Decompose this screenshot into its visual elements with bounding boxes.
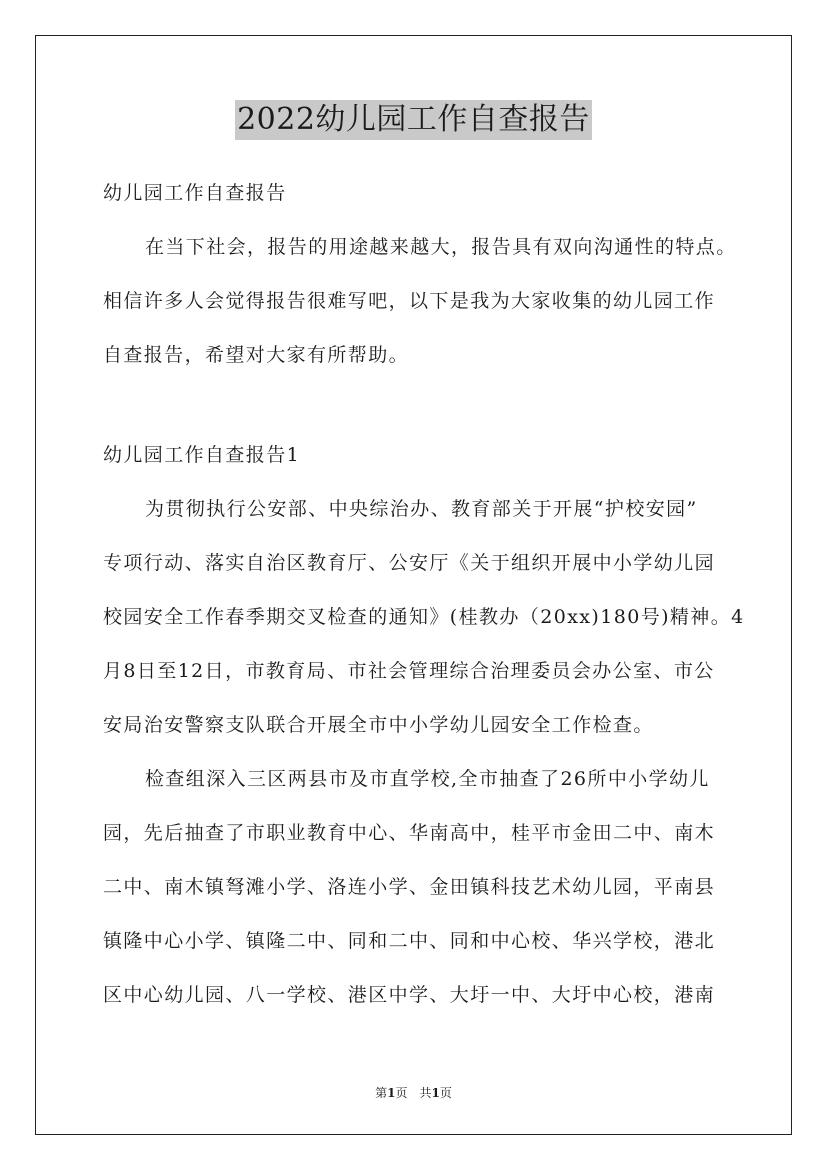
document-title: 2022幼儿园工作自查报告 xyxy=(235,100,592,140)
paragraph1-line: 月8日至12日，市教育局、市社会管理综合治理委员会办公室、市公 xyxy=(103,660,715,682)
title-wrapper xyxy=(0,100,827,140)
paragraph2-line: 检查组深入三区两县市及市直学校,全市抽查了26所中小学幼儿 xyxy=(145,768,710,790)
paragraph2-line: 镇隆中心小学、镇隆二中、同和二中、同和中心校、华兴学校，港北 xyxy=(103,930,716,952)
paragraph1-line: 专项行动、落实自治区教育厅、公安厅《关于组织开展中小学幼儿园 xyxy=(103,552,716,574)
page-footer xyxy=(0,1084,827,1101)
document-subtitle: 幼儿园工作自查报告 xyxy=(103,182,287,204)
paragraph-gap xyxy=(103,386,743,432)
intro-line: 自查报告，希望对大家有所帮助。 xyxy=(103,344,410,366)
intro-line: 相信许多人会觉得报告很难写吧，以下是我为大家收集的幼儿园工作 xyxy=(103,290,716,312)
footer-page-total: 1 xyxy=(431,1086,440,1100)
intro-line: 在当下社会，报告的用途越来越大，报告具有双向沟通性的特点。 xyxy=(145,236,737,258)
paragraph1-line: 安局治安警察支队联合开展全市中小学幼儿园安全工作检查。 xyxy=(103,714,654,736)
footer-page-number: 1 xyxy=(387,1086,396,1100)
footer-page-prefix: 第 xyxy=(375,1086,388,1100)
section-heading: 幼儿园工作自查报告1 xyxy=(103,444,301,466)
footer-page-suffix: 页 xyxy=(439,1086,452,1100)
paragraph2-line: 二中、南木镇弩滩小学、洛连小学、金田镇科技艺术幼儿园，平南县 xyxy=(103,876,716,898)
footer-page-mid: 页 共 xyxy=(395,1086,432,1100)
paragraph2-line: 园，先后抽查了市职业教育中心、华南高中，桂平市金田二中、南木 xyxy=(103,822,716,844)
paragraph2-line: 区中心幼儿园、八一学校、港区中学、大圩一中、大圩中心校，港南 xyxy=(103,984,716,1006)
paragraph1-line: 校园安全工作春季期交叉检查的通知》(桂教办（20xx)180号)精神。4 xyxy=(103,606,745,628)
paragraph1-line: 为贯彻执行公安部、中央综治办、教育部关于开展“护校安园” xyxy=(145,498,698,520)
document-body xyxy=(103,170,743,1026)
